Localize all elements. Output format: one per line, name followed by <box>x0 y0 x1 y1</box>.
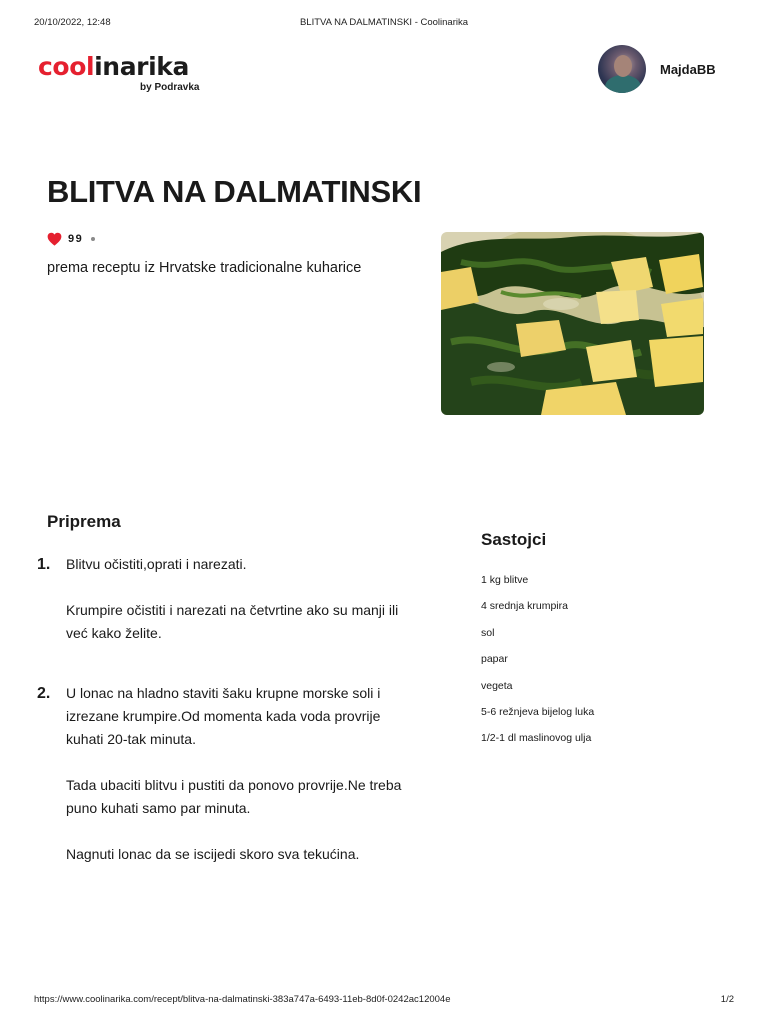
likes-row <box>47 232 95 246</box>
recipe-title: BLITVA NA DALMATINSKI <box>47 174 422 209</box>
step-2-paragraph-1: U lonac na hladno staviti šaku krupne morske soli i izrezane krumpire.Od momenta kada voda provrije kuhati 20-tak minuta. <box>66 685 381 747</box>
dot-icon <box>91 237 95 241</box>
recipe-description: prema receptu iz Hrvatske tradicionalne kuharice <box>47 260 362 276</box>
ingredient-item: vegeta <box>481 679 513 692</box>
step-1-paragraph-1: Blitvu očistiti,oprati i narezati. <box>66 556 247 572</box>
preparation-heading: Priprema <box>47 512 121 531</box>
step-number: 1. <box>37 556 51 573</box>
logo-text-cool: cool <box>38 52 95 81</box>
print-page-title: BLITVA NA DALMATINSKI - Coolinarika <box>299 17 469 28</box>
recipe-photo <box>441 232 704 415</box>
step-2-paragraph-2: Tada ubaciti blitvu i pustiti da ponovo provrije.Ne treba puno kuhati samo par minuta. <box>66 777 402 816</box>
step-2-paragraph-3: Nagnuti lonac da se iscijedi skoro sva tekućina. <box>66 846 360 862</box>
username-link[interactable]: MajdaBB <box>660 62 716 77</box>
step-1-paragraph-2: Krumpire očistiti i narezati na četvrtine ako su manji ili već kako želite. <box>66 602 399 641</box>
logo-subtitle: by Podravka <box>140 82 200 93</box>
heart-icon[interactable] <box>47 232 62 246</box>
print-page-number: 1/2 <box>720 994 734 1005</box>
ingredient-item: 5-6 režnjeva bijelog luka <box>481 705 595 718</box>
logo-text-inarika: inarika <box>94 52 189 81</box>
ingredient-item: 1/2-1 dl maslinovog ulja <box>481 732 592 745</box>
print-date: 20/10/2022, 12:48 <box>34 17 111 28</box>
likes-count: 99 <box>68 233 84 245</box>
step-number: 2. <box>37 685 51 702</box>
print-url: https://www.coolinarika.com/recept/blitva-na-dalmatinski-383a747a-6493-11eb-8d0f-0242ac12004e <box>34 994 451 1005</box>
ingredient-item: 4 srednja krumpira <box>481 600 568 613</box>
coolinarika-logo[interactable] <box>38 52 200 93</box>
ingredients-list <box>481 572 594 757</box>
ingredient-item: sol <box>481 626 495 639</box>
ingredient-item: 1 kg blitve <box>481 574 529 586</box>
ingredients-heading: Sastojci <box>481 530 547 549</box>
user-avatar[interactable] <box>598 45 646 93</box>
ingredient-item: papar <box>481 653 508 666</box>
